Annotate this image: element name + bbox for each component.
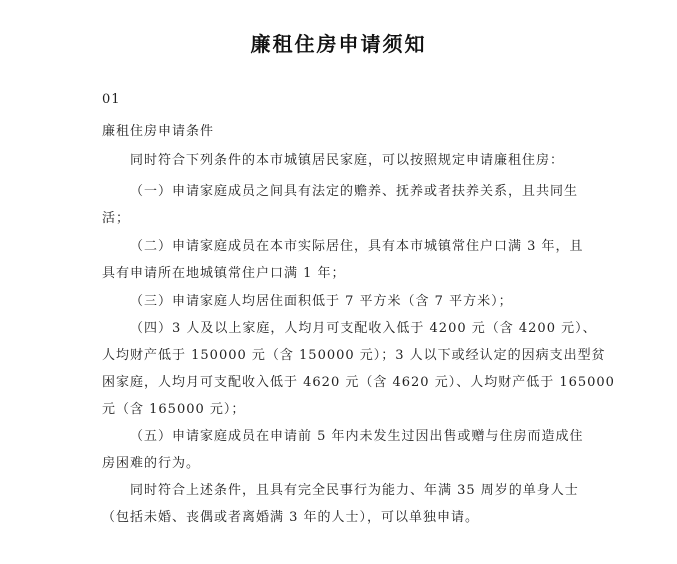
paragraph-line: 活；	[102, 211, 131, 226]
paragraph-line: 困家庭，人均月可支配收入低于 4620 元（含 4620 元）、人均财产低于 165000	[102, 375, 615, 390]
paragraph-line: （四）3 人及以上家庭，人均月可支配收入低于 4200 元（含 4200 元）、	[130, 321, 597, 336]
paragraph-line: 同时符合上述条件，且具有完全民事行为能力、年满 35 周岁的单身人士	[130, 483, 579, 498]
paragraph-line: （包括未婚、丧偶或者离婚满 3 年的人士），可以单独申请。	[102, 510, 480, 525]
paragraph-line: 房困难的行为。	[102, 456, 201, 471]
section-number: 01	[102, 92, 121, 107]
paragraph-line: 同时符合下列条件的本市城镇居民家庭，可以按照规定申请廉租住房：	[130, 153, 565, 168]
paragraph-line: （五）申请家庭成员在申请前 5 年内未发生过因出售或赠与住房而造成住	[130, 429, 584, 444]
paragraph-line: 元（含 165000 元）；	[102, 402, 246, 417]
paragraph-line: 具有申请所在地城镇常住户口满 1 年；	[102, 266, 346, 281]
paragraph-line: 人均财产低于 150000 元（含 150000 元）；3 人以下或经认定的因病支出型贫	[102, 348, 606, 363]
paragraph-line: （三）申请家庭人均居住面积低于 7 平方米（含 7 平方米）；	[130, 294, 513, 309]
paragraph-line: （一）申请家庭成员之间具有法定的赡养、抚养或者扶养关系，且共同生	[130, 184, 579, 199]
paragraph-line: （二）申请家庭成员在本市实际居住，具有本市城镇常住户口满 3 年，且	[130, 239, 584, 254]
document-title: 廉租住房申请须知	[250, 32, 427, 56]
section-heading: 廉租住房申请条件	[102, 124, 215, 139]
